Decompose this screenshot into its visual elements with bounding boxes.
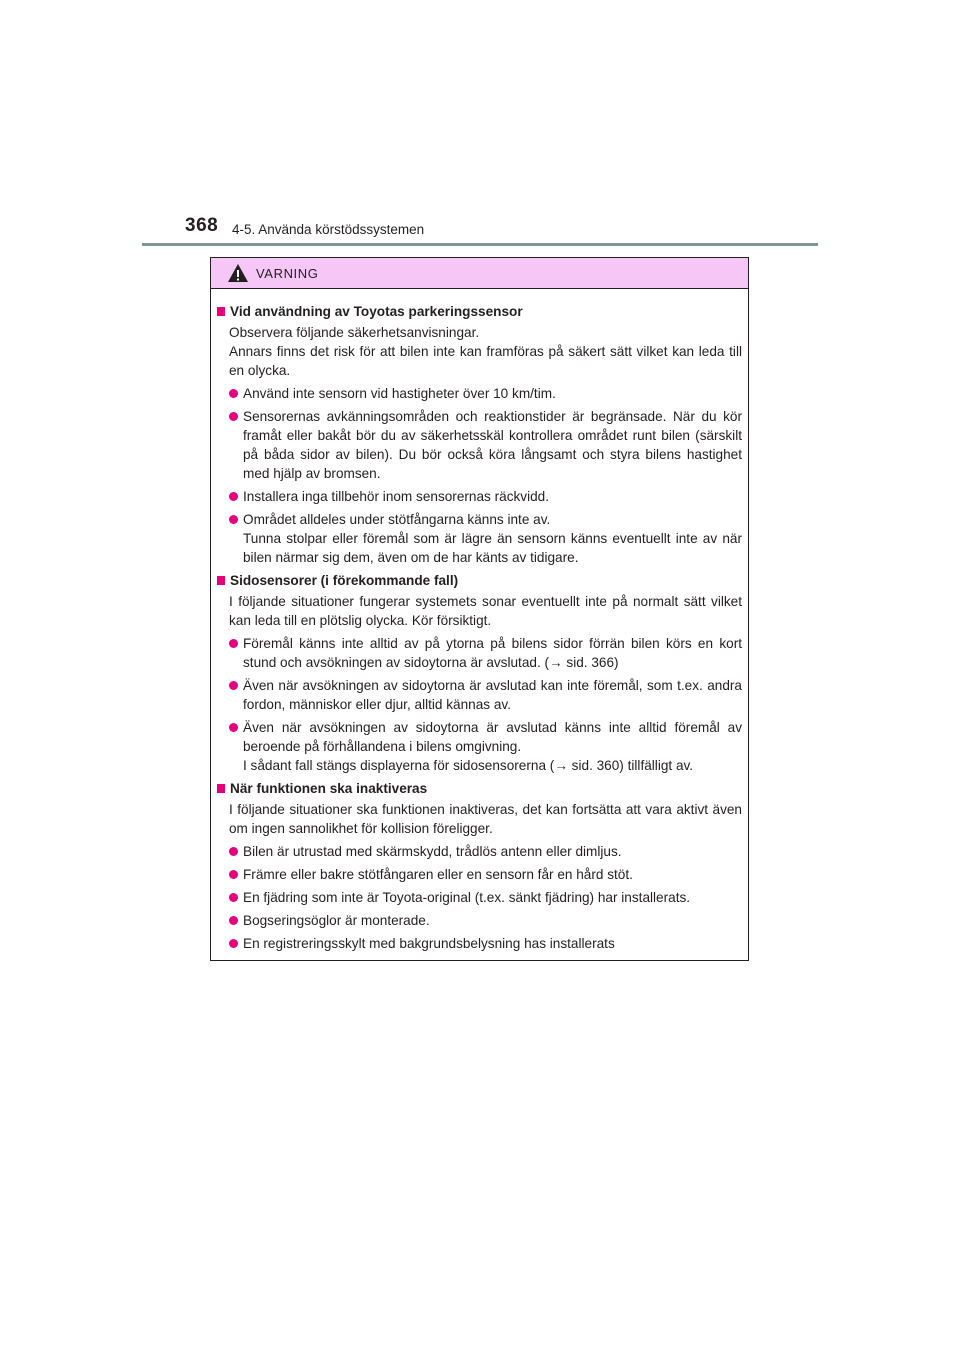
list-item-text: Även när avsökningen av sidoytorna är avslutad känns inte alltid föremål av beroende på förhållandena i bilens omgivning. [243,720,742,754]
warning-body [211,289,748,953]
bullet-dot-icon [229,870,238,879]
square-bullet-icon [217,784,225,793]
list-item-text: En registreringsskylt med bakgrundsbelysning has installerats [243,936,615,951]
section-heading-text: Sidosensorer (i förekommande fall) [230,573,459,588]
section-heading-text: Vid användning av Toyotas parkeringssensor [230,304,523,319]
section-intro: Annars finns det risk för att bilen inte kan framföras på säkert sätt vilket kan leda till en olycka. [229,344,742,378]
bullet-dot-icon [229,389,238,398]
warning-header [211,258,748,289]
list-item [229,888,742,907]
warning-box [210,257,749,961]
bullet-dot-icon [229,893,238,902]
bullet-dot-icon [229,412,238,421]
list-item-text: En fjädring som inte är Toyota-original (t.ex. sänkt fjädring) har installerats. [243,890,691,905]
list-item [229,634,742,672]
section-title: 4-5. Använda körstödssystemen [232,222,425,237]
warning-label: VARNING [256,266,319,281]
list-item-text: Bilen är utrustad med skärmskydd, trådlös antenn eller dimljus. [243,844,622,859]
section-heading [217,571,742,590]
list-item-text: Främre eller bakre stötfångaren eller en sensorn får en hård stöt. [243,867,633,882]
list-item-text: Använd inte sensorn vid hastigheter över 10 km/tim. [243,386,556,401]
list-item-text: Installera inga tillbehör inom sensorernas räckvidd. [243,489,550,504]
bullet-dot-icon [229,515,238,524]
list-item [229,865,742,884]
list-item-text: Området alldeles under stötfångarna känns inte av. [243,512,551,527]
square-bullet-icon [217,576,225,585]
warning-triangle-icon [227,263,249,283]
bullet-dot-icon [229,847,238,856]
list-item [229,934,742,953]
bullet-dot-icon [229,639,238,648]
list-item-text: Tunna stolpar eller föremål som är lägre än sensorn känns eventuellt inte av när bilen närmar sig dem, även om de har känts av tidigare. [243,531,742,565]
section-heading [217,302,742,321]
list-item-text: Även när avsökningen av sidoytorna är avslutad kan inte föremål, som t.ex. andra fordon, människor eller djur, alltid kännas av. [243,678,742,712]
square-bullet-icon [217,307,225,316]
bullet-dot-icon [229,681,238,690]
list-item-text: Bogseringsöglor är monterade. [243,913,430,928]
list-item [229,911,742,930]
section-intro: Observera följande säkerhetsanvisningar. [229,325,480,340]
list-item-text: I sådant fall stängs displayerna för sidosensorerna (→ sid. 360) tillfälligt av. [243,758,694,773]
list-item [229,718,742,775]
list-item [229,510,742,567]
list-item [229,842,742,861]
list-item-text: Föremål känns inte alltid av på ytorna på bilens sidor förrän bilen körs en kort stund och avsökningen av sidoytorna är avslutad. (→ sid. 366) [243,636,742,670]
section-heading [217,779,742,798]
header-rule [142,243,818,246]
list-item [229,487,742,506]
list-item [229,384,742,403]
list-item [229,676,742,714]
bullet-dot-icon [229,939,238,948]
list-item [229,407,742,483]
list-item-text: Sensorernas avkänningsområden och reaktionstider är begränsade. När du kör framåt eller bakåt bör du av säkerhetsskäl kontrollera området runt bilen (särskilt på båda sidor av bilen). Du bör också köra långsamt och styra bilens hastighet med hjälp av bromsen. [243,409,742,481]
bullet-dot-icon [229,492,238,501]
page-number: 368 [185,215,219,236]
section-intro: I följande situationer fungerar systemets sonar eventuellt inte på normalt sätt vilket kan leda till en plötslig olycka. Kör försiktigt. [229,594,742,628]
section-intro: I följande situationer ska funktionen inaktiveras, det kan fortsätta att vara aktivt även om ingen sannolikhet för kollision föreligger. [229,802,742,836]
section-heading-text: När funktionen ska inaktiveras [230,781,428,796]
bullet-dot-icon [229,723,238,732]
bullet-dot-icon [229,916,238,925]
